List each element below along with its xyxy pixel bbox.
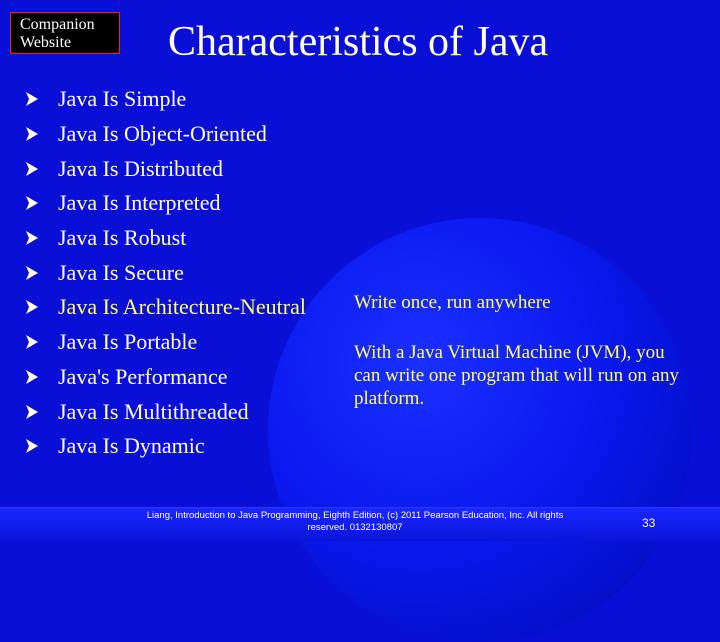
arrow-bullet-icon — [25, 265, 39, 281]
bullet-text: Java Is Distributed — [58, 155, 223, 181]
bullet-text: Java Is Object-Oriented — [58, 121, 267, 147]
background-sphere — [268, 218, 692, 642]
arrow-bullet-icon — [25, 404, 39, 420]
bullet-item — [25, 360, 306, 395]
companion-website-link[interactable] — [10, 12, 120, 54]
companion-label-line2: Website — [20, 34, 72, 51]
bullet-item — [25, 429, 306, 464]
arrow-bullet-icon — [25, 438, 39, 454]
bullet-text: Java Is Dynamic — [58, 433, 205, 459]
bullet-item — [25, 82, 306, 117]
arrow-bullet-icon — [25, 126, 39, 142]
arrow-bullet-icon — [25, 369, 39, 385]
bullet-text: Java Is Portable — [58, 329, 198, 355]
bullet-text: Java Is Architecture-Neutral — [58, 294, 306, 320]
bullet-item — [25, 394, 306, 429]
side-note-jvm: With a Java Virtual Machine (JVM), you can write one program that will run on any platform. — [354, 342, 680, 409]
arrow-bullet-icon — [25, 299, 39, 315]
bullet-text: Java Is Simple — [58, 86, 187, 112]
bullet-item — [25, 151, 306, 186]
bullet-item — [25, 325, 306, 360]
arrow-bullet-icon — [25, 230, 39, 246]
arrow-bullet-icon — [25, 334, 39, 350]
bullet-item — [25, 255, 306, 290]
bullet-text: Java Is Multithreaded — [58, 398, 249, 424]
bullet-item — [25, 186, 306, 221]
bullet-item — [25, 117, 306, 152]
bullet-text: Java Is Robust — [58, 225, 187, 251]
footer-citation: Liang, Introduction to Java Programming, Eighth Edition, (c) 2011 Pearson Education, Inc. All rights reserved. 0132130807 — [146, 510, 564, 533]
bullet-text: Java's Performance — [58, 363, 228, 389]
page-number: 33 — [642, 516, 656, 530]
bullet-item — [25, 221, 306, 256]
side-note-slogan: Write once, run anywhere — [354, 292, 551, 313]
slide-title: Characteristics of Java — [168, 19, 549, 65]
bullet-item-highlighted — [25, 290, 306, 325]
bullet-list — [25, 82, 306, 464]
arrow-bullet-icon — [25, 161, 39, 177]
companion-label-line1: Companion — [20, 16, 95, 33]
arrow-bullet-icon — [25, 91, 39, 107]
bullet-text: Java Is Interpreted — [58, 190, 221, 216]
bullet-text: Java Is Secure — [58, 259, 184, 285]
arrow-bullet-icon — [25, 195, 39, 211]
